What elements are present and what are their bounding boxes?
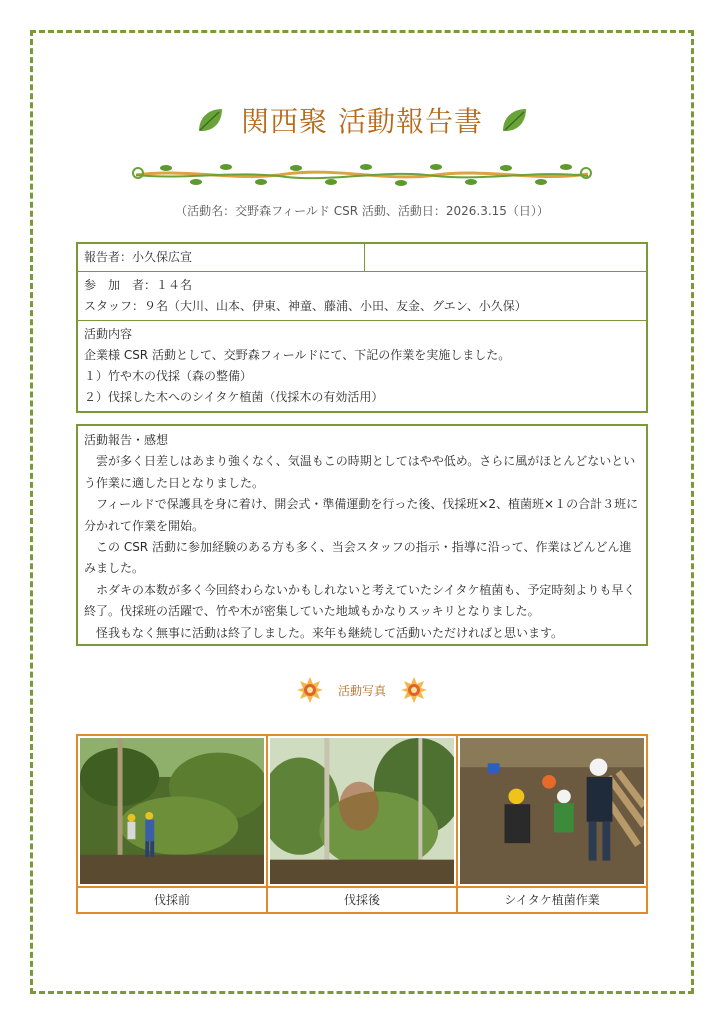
leaf-icon (499, 105, 529, 135)
title-area (0, 100, 724, 140)
photo-heading-area (0, 676, 724, 707)
info-table (76, 242, 648, 413)
report-paragraph: フィールドで保護具を身に着け、開会式・準備運動を行った後、伐採班×2、植菌班×１の合計３班に分かれて作業を開始。 (84, 497, 639, 533)
sun-icon (296, 676, 324, 704)
photo-inoculation (460, 738, 644, 884)
photo-after-felling (270, 738, 454, 884)
photo-cell (458, 736, 646, 912)
vine-divider (126, 160, 598, 190)
report-paragraph: この CSR 活動に参加経験のある方も多く、当会スタッフの指示・指導に沿って、作業はどんどん進みました。 (84, 540, 632, 576)
report-paragraph: ホダキの本数が多く今回終わらないかもしれないと考えていたシイタケ植菌も、予定時刻よりも早く終了。伐採班の活躍で、竹や木が密集していた地域もかなりスッキリとなりました。 (84, 582, 636, 619)
activity-subtitle: （活動名：交野森フィールド CSR 活動、活動日：2026.3.15（日）） (175, 204, 549, 218)
content-line: ２）伐採した木へのシイタケ植菌（伐採木の有効活用） (84, 390, 384, 404)
photo-caption: シイタケ植菌作業 (458, 886, 646, 912)
photo-table (76, 734, 648, 914)
photo-before-felling (80, 738, 264, 884)
report-box (76, 424, 648, 646)
report-paragraph: 雲が多く日差しはあまり強くなく、気温もこの時期としてはやや低め。さらに風がほとんどないという作業に適した日となりました。 (84, 454, 636, 490)
content-row (78, 321, 646, 411)
page-title: 関西聚 活動報告書 (241, 105, 483, 138)
members-row (78, 272, 646, 321)
reporter-row (78, 244, 646, 272)
reporter-cell: 報告者：小久保広宣 (78, 244, 365, 271)
photo-cell (78, 736, 268, 912)
content-line: 企業様 CSR 活動として、交野森フィールドにて、下記の作業を実施しました。 (84, 348, 511, 362)
empty-cell (365, 244, 377, 271)
report-heading: 活動報告・感想 (84, 433, 169, 447)
sun-icon (400, 676, 428, 704)
participants-text: 参 加 者：１４名 (84, 278, 193, 292)
report-paragraph: 怪我もなく無事に活動は終了しました。来年も継続して活動いただければと思います。 (96, 625, 564, 640)
photo-caption: 伐採後 (268, 886, 456, 912)
leaf-icon (195, 105, 225, 135)
content-line: １）竹や木の伐採（森の整備） (84, 369, 253, 383)
content-heading: 活動内容 (84, 327, 133, 341)
photo-cell (268, 736, 458, 912)
photo-heading: 活動写真 (337, 683, 386, 698)
photo-caption: 伐採前 (78, 886, 266, 912)
staff-text: スタッフ：９名（大川、山本、伊東、神童、藤浦、小田、友金、グエン、小久保） (84, 299, 527, 313)
